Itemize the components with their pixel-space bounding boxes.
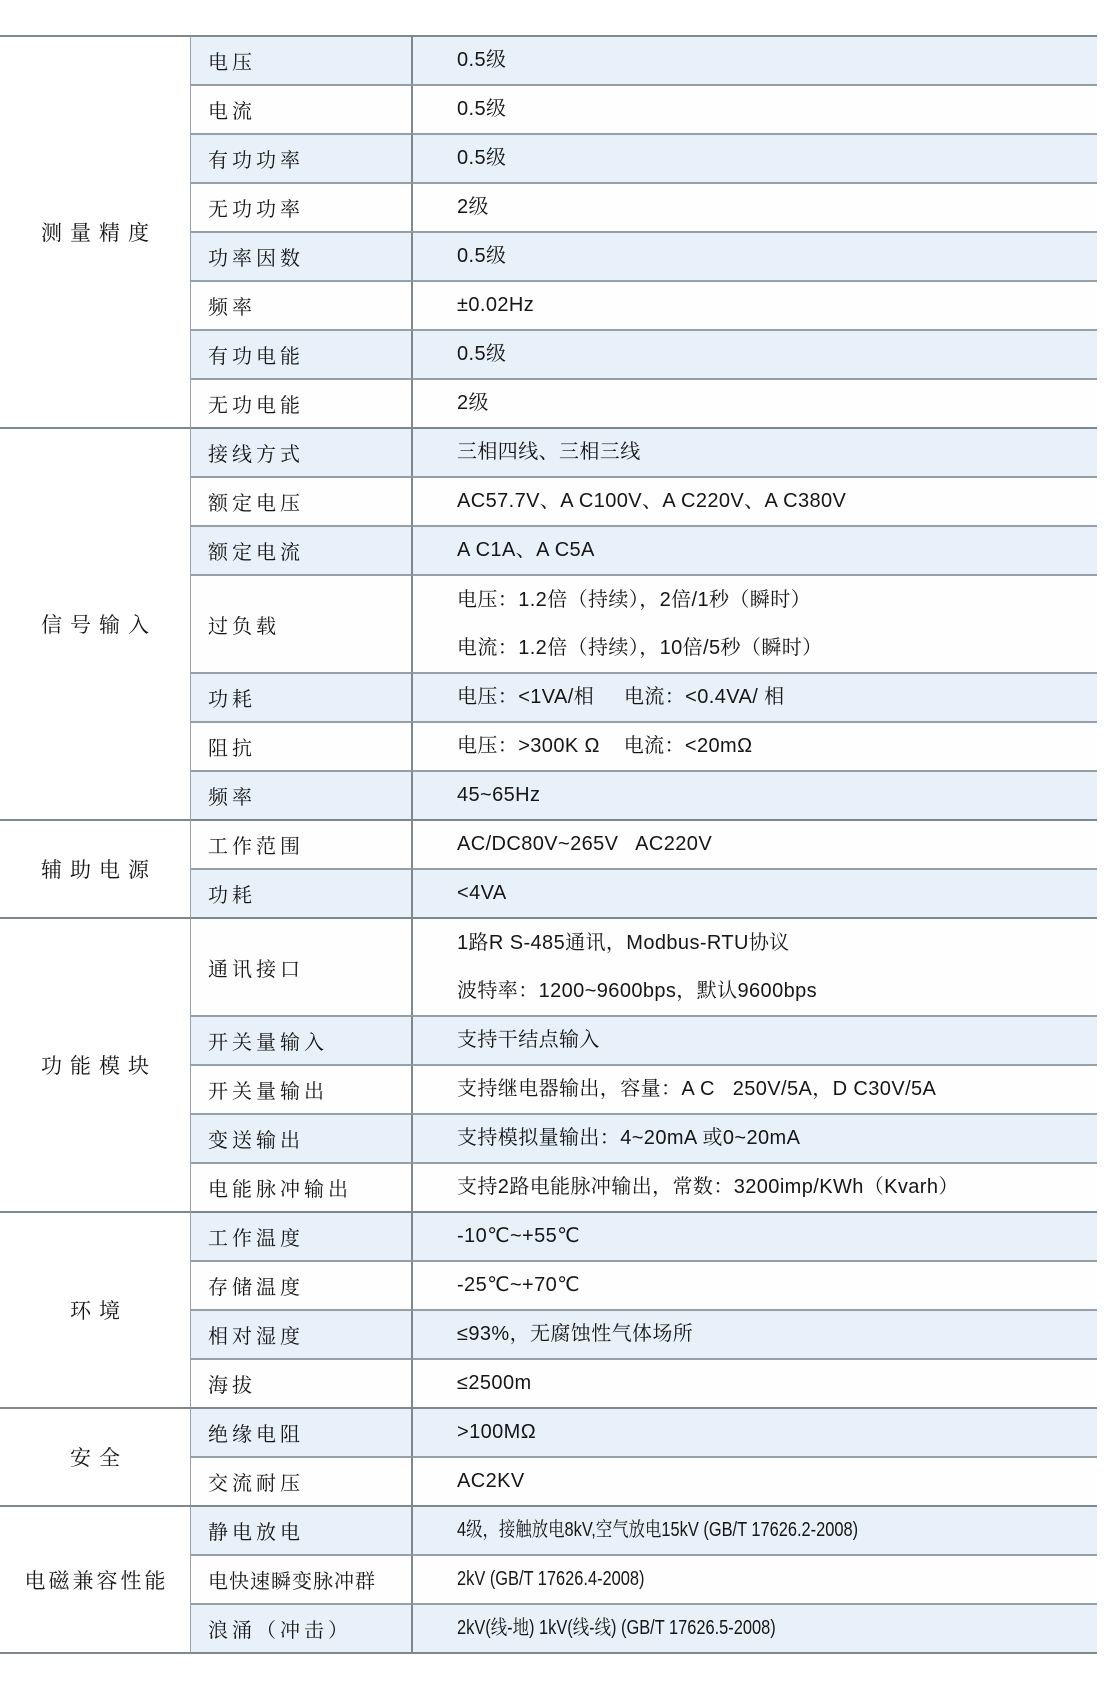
param-label: 功耗 (208, 885, 256, 907)
value-text: >100MΩ (457, 1421, 537, 1443)
param-label: 绝缘电阻 (208, 1424, 304, 1446)
value-cell (411, 476, 1097, 525)
value-cell (411, 182, 1097, 231)
param-cell (191, 819, 411, 868)
value-cell (411, 1456, 1097, 1505)
param-label: 频率 (208, 297, 256, 319)
value-text: 2kV (GB/T 17626.4-2008) (457, 1568, 645, 1590)
value-cell (411, 280, 1097, 329)
value-text: 电压：>300K Ω 电流：<20mΩ (457, 735, 753, 757)
value-cell (411, 1603, 1097, 1652)
param-label: 过负载 (208, 615, 280, 638)
param-cell (191, 1554, 411, 1603)
category-label: 电磁兼容性能 (24, 1569, 169, 1593)
value-cell (411, 1358, 1097, 1407)
param-cell (191, 721, 411, 770)
param-label: 电压 (208, 52, 256, 74)
value-cell (411, 1162, 1097, 1211)
value-text: ≤2500m (457, 1372, 532, 1394)
value-text: 2级 (457, 392, 489, 414)
value-cell (411, 427, 1097, 476)
value-text: 支持干结点输入 (457, 1029, 600, 1051)
value-text: 0.5级 (457, 49, 507, 71)
value-cell (411, 868, 1097, 917)
value-text: 2级 (457, 196, 489, 218)
spec-section (0, 917, 1097, 1211)
param-cell (191, 133, 411, 182)
param-label: 静电放电 (208, 1522, 304, 1544)
value-text: ±0.02Hz (457, 294, 535, 316)
value-cell (411, 1309, 1097, 1358)
param-label: 变送输出 (208, 1130, 304, 1152)
param-label: 接线方式 (208, 444, 304, 466)
param-cell (191, 1358, 411, 1407)
value-cell (411, 525, 1097, 574)
value-cell (411, 1211, 1097, 1260)
param-label: 工作温度 (208, 1228, 304, 1250)
value-cell (411, 84, 1097, 133)
param-label: 通讯接口 (208, 958, 304, 981)
category-label: 功能模块 (41, 1055, 157, 1078)
param-cell (191, 1505, 411, 1554)
param-label: 额定电流 (208, 542, 304, 564)
value-text: 45~65Hz (457, 784, 541, 806)
category-cell (0, 427, 191, 819)
param-label: 频率 (208, 787, 256, 809)
category-label: 信号输入 (41, 614, 157, 637)
category-cell (0, 1407, 191, 1505)
value-cell (411, 378, 1097, 427)
param-label: 阻抗 (208, 738, 256, 760)
param-cell (191, 868, 411, 917)
value-text: A C1A、A C5A (457, 539, 595, 561)
value-cell (411, 1407, 1097, 1456)
value-text: -10℃~+55℃ (457, 1225, 581, 1247)
value-cell (411, 1113, 1097, 1162)
param-cell (191, 1309, 411, 1358)
param-label: 无功电能 (208, 395, 304, 417)
spec-section (0, 35, 1097, 427)
param-cell (191, 1015, 411, 1064)
value-cell (411, 35, 1097, 84)
category-label: 辅助电源 (41, 859, 157, 882)
value-text: <4VA (457, 882, 507, 904)
param-cell (191, 280, 411, 329)
param-label: 功耗 (208, 689, 256, 711)
param-cell (191, 917, 411, 1015)
param-cell (191, 1211, 411, 1260)
value-text: ≤93%，无腐蚀性气体场所 (457, 1323, 694, 1345)
param-cell (191, 1260, 411, 1309)
value-text: 电压：<1VA/相 电流：<0.4VA/ 相 (457, 686, 785, 708)
value-line: 波特率：1200~9600bps，默认9600bps (457, 979, 818, 1002)
spec-section (0, 427, 1097, 819)
param-label: 存储温度 (208, 1277, 304, 1299)
value-text: 2kV(线-地) 1kV(线-线) (GB/T 17626.5-2008) (457, 1617, 776, 1639)
param-cell (191, 1603, 411, 1652)
category-cell (0, 35, 191, 427)
param-cell (191, 574, 411, 672)
param-label: 无功功率 (208, 199, 304, 221)
value-cell (411, 231, 1097, 280)
value-text: 0.5级 (457, 147, 507, 169)
value-line: 电流：1.2倍（持续），10倍/5秒（瞬时） (457, 636, 823, 659)
param-label: 海拔 (208, 1375, 256, 1397)
category-label: 环境 (70, 1300, 128, 1323)
spec-section (0, 1407, 1097, 1505)
value-cell (411, 770, 1097, 819)
value-line: 电压：1.2倍（持续），2倍/1秒（瞬时） (457, 588, 812, 611)
param-label: 电快速瞬变脉冲群 (208, 1571, 376, 1593)
param-cell (191, 476, 411, 525)
param-label: 开关量输出 (208, 1081, 328, 1103)
param-cell (191, 378, 411, 427)
value-text: 支持继电器输出，容量：A C 250V/5A，D C30V/5A (457, 1078, 937, 1100)
value-text: 支持2路电能脉冲输出，常数：3200imp/KWh（Kvarh） (457, 1176, 959, 1198)
param-cell (191, 525, 411, 574)
value-text: 4级，接触放电8kV,空气放电15kV (GB/T 17626.2-2008) (457, 1519, 859, 1541)
value-cell (411, 574, 1097, 672)
param-label: 电能脉冲输出 (208, 1179, 352, 1201)
param-cell (191, 84, 411, 133)
param-label: 功率因数 (208, 248, 304, 270)
param-cell (191, 182, 411, 231)
value-text: 支持模拟量输出：4~20mA 或0~20mA (457, 1127, 801, 1149)
value-cell (411, 819, 1097, 868)
param-cell (191, 1162, 411, 1211)
value-line: 1路R S-485通讯，Modbus-RTU协议 (457, 931, 790, 954)
value-cell (411, 917, 1097, 1015)
value-text: AC/DC80V~265V AC220V (457, 833, 713, 855)
category-cell (0, 819, 191, 917)
param-label: 电流 (208, 101, 256, 123)
spec-section (0, 1211, 1097, 1407)
spec-table (0, 35, 1097, 1654)
param-cell (191, 1113, 411, 1162)
param-label: 有功电能 (208, 346, 304, 368)
param-label: 有功功率 (208, 150, 304, 172)
category-label: 安全 (70, 1447, 128, 1470)
param-cell (191, 1456, 411, 1505)
value-text: AC2KV (457, 1470, 525, 1492)
value-cell (411, 1505, 1097, 1554)
value-text: 0.5级 (457, 343, 507, 365)
param-cell (191, 231, 411, 280)
value-cell (411, 133, 1097, 182)
param-cell (191, 770, 411, 819)
category-cell (0, 1505, 191, 1652)
category-cell (0, 1211, 191, 1407)
value-cell (411, 1260, 1097, 1309)
param-cell (191, 329, 411, 378)
param-cell (191, 1407, 411, 1456)
value-cell (411, 672, 1097, 721)
param-label: 交流耐压 (208, 1473, 304, 1495)
param-label: 工作范围 (208, 836, 304, 858)
param-label: 额定电压 (208, 493, 304, 515)
spec-section (0, 1505, 1097, 1652)
category-cell (0, 917, 191, 1211)
param-label: 浪涌（冲击） (208, 1620, 352, 1642)
category-label: 测量精度 (41, 222, 157, 245)
param-cell (191, 672, 411, 721)
value-cell (411, 329, 1097, 378)
spec-section (0, 819, 1097, 917)
param-label: 开关量输入 (208, 1032, 328, 1054)
param-cell (191, 35, 411, 84)
value-cell (411, 1554, 1097, 1603)
value-cell (411, 1015, 1097, 1064)
value-cell (411, 1064, 1097, 1113)
value-text: -25℃~+70℃ (457, 1274, 581, 1296)
value-text: AC57.7V、A C100V、A C220V、A C380V (457, 490, 847, 512)
value-text: 三相四线、三相三线 (457, 441, 641, 463)
value-cell (411, 721, 1097, 770)
value-text: 0.5级 (457, 98, 507, 120)
param-cell (191, 427, 411, 476)
value-text: 0.5级 (457, 245, 507, 267)
param-label: 相对湿度 (208, 1326, 304, 1348)
param-cell (191, 1064, 411, 1113)
